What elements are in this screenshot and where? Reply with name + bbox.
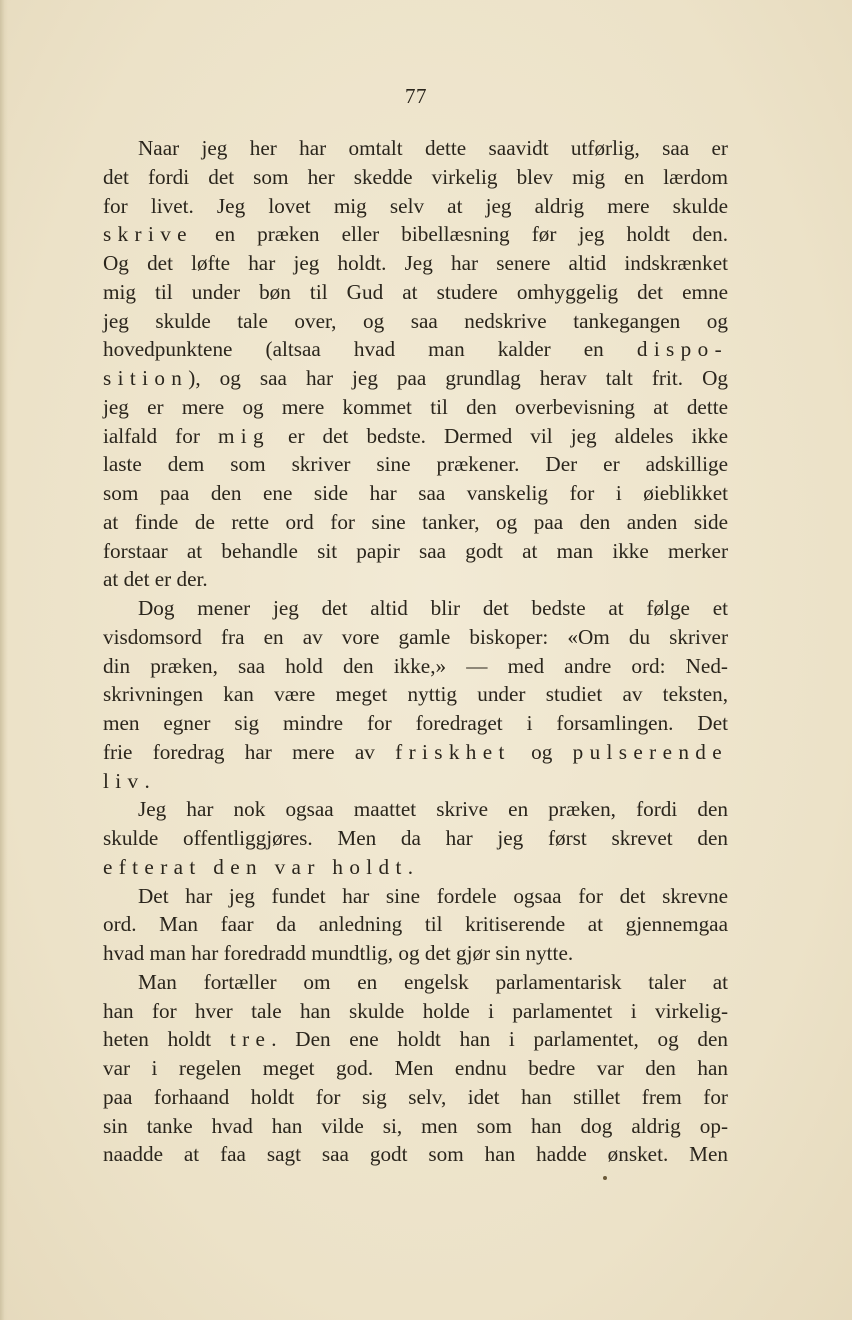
text-line [103, 767, 728, 796]
text-run: en præken eller bibellæsning før jeg holdt den. [192, 222, 728, 247]
spaced-emphasis: friskhet [395, 739, 511, 764]
text-line [103, 220, 728, 249]
text-run: Jeg har nok ogsaa maattet skrive en præken, fordi den [138, 797, 728, 822]
text-run: skrivningen kan være meget nyttig under studiet av teksten, [103, 682, 728, 707]
text-run: laste dem som skriver sine prækener. Der er adskillige [103, 452, 728, 477]
text-run: Dog mener jeg det altid blir det bedste at følge et [138, 596, 728, 620]
text-line [103, 393, 728, 422]
text-run: jeg skulde tale over, og saa nedskrive tankegangen og [103, 308, 728, 333]
text-run: naadde at faa sagt saa godt som han hadde ønsket. Men [103, 1142, 728, 1167]
text-run: men egner sig mindre for foredraget i forsamlingen. Det [103, 711, 728, 735]
text-run: . Den ene holdt han i parlamentet, og den [271, 1027, 728, 1052]
text-line [103, 939, 728, 968]
text-line [103, 1054, 728, 1083]
text-run: frie foredrag har mere av [103, 739, 396, 764]
text-line [103, 335, 728, 364]
text-run: Man fortæller om en engelsk parlamentarisk taler at [138, 969, 728, 994]
text-line [103, 1083, 728, 1112]
text-run: hvad man har foredradd mundtlig, og det gjør sin nytte. [103, 941, 574, 965]
text-line [103, 738, 728, 767]
text-run: som paa den ene side har saa vanskelig for i øieblikket [103, 481, 728, 505]
body-text [103, 134, 728, 1169]
text-line [103, 479, 728, 508]
text-run: jeg er mere og mere kommet til den overbevisning at dette [103, 394, 728, 419]
text-run: visdomsord fra en av vore gamle biskoper: «Om du skriver [103, 624, 728, 649]
text-run: at finde de rette ord for sine tanker, og paa den anden side [103, 509, 728, 534]
text-line [103, 192, 728, 221]
text-line [103, 997, 728, 1026]
text-line [103, 1140, 728, 1169]
text-run: og [510, 739, 573, 764]
page-edge-shadow [0, 0, 8, 1320]
spaced-emphasis: sition [103, 366, 189, 390]
text-run: det fordi det som her skedde virkelig blev mig en lærdom [103, 164, 728, 189]
text-line [103, 537, 728, 566]
text-line [103, 450, 728, 479]
text-line [103, 795, 728, 824]
text-run: . [407, 854, 414, 879]
text-run: at det er der. [103, 567, 208, 592]
spaced-emphasis: mig [217, 423, 270, 448]
text-line [103, 422, 728, 451]
text-run: ialfald for [103, 423, 218, 448]
text-run: Det har jeg fundet har sine fordele ogsaa for det skrevne [138, 883, 728, 908]
spaced-emphasis: dispo- [636, 337, 728, 362]
text-line [103, 565, 728, 594]
text-run: Naar jeg her har omtalt dette saavidt utførlig, saa er [138, 136, 728, 160]
text-run: skulde offentliggjøres. Men da har jeg først skrevet den [103, 826, 728, 850]
text-line [103, 623, 728, 652]
text-line [103, 594, 728, 623]
text-run: forstaar at behandle sit papir saa godt at man ikke merker [103, 538, 728, 563]
ink-speck [603, 1176, 607, 1180]
text-run: sin tanke hvad han vilde si, men som han dog aldrig op- [103, 1113, 728, 1138]
spaced-emphasis: tre [229, 1027, 272, 1052]
text-line [103, 853, 728, 882]
text-run: er det bedste. Dermed vil jeg aldeles ikke [269, 423, 728, 448]
text-run: din præken, saa hold den ikke,» — med andre ord: Ned- [103, 653, 728, 678]
text-line [103, 968, 728, 997]
text-run: heten holdt [103, 1027, 230, 1052]
text-run: for livet. Jeg lovet mig selv at jeg aldrig mere skulde [103, 193, 728, 218]
spaced-emphasis: skrive [103, 222, 193, 247]
text-line [103, 278, 728, 307]
text-line [103, 508, 728, 537]
text-line [103, 680, 728, 709]
text-run: paa forhaand holdt for sig selv, idet han stillet frem for [103, 1084, 728, 1109]
text-line [103, 364, 728, 393]
text-line [103, 882, 728, 911]
spaced-emphasis: pulserende [572, 739, 728, 764]
spaced-emphasis: liv [103, 768, 145, 793]
text-run: mig til under bøn til Gud at studere omhyggelig det emne [103, 279, 728, 304]
text-run: ), og saa har jeg paa grundlag herav talt frit. Og [188, 366, 728, 390]
text-run: han for hver tale han skulde holde i parlamentet i virkelig- [103, 998, 728, 1023]
page-number: 77 [405, 84, 427, 108]
text-line [103, 249, 728, 278]
text-line [103, 134, 728, 163]
text-line [103, 1112, 728, 1141]
text-run: hovedpunktene (altsaa hvad man kalder en [103, 337, 637, 362]
text-run: Og det løfte har jeg holdt. Jeg har senere altid indskrænket [103, 251, 728, 275]
text-run: var i regelen meget god. Men endnu bedre var den han [103, 1056, 728, 1080]
spaced-emphasis: efterat den var holdt [103, 854, 408, 879]
text-line [103, 1025, 728, 1054]
text-line [103, 910, 728, 939]
text-line [103, 824, 728, 853]
text-line [103, 709, 728, 738]
text-line [103, 307, 728, 336]
text-line [103, 652, 728, 681]
text-line [103, 163, 728, 192]
text-run: . [144, 768, 150, 793]
text-run: ord. Man faar da anledning til kritiserende at gjennemgaa [103, 912, 728, 937]
